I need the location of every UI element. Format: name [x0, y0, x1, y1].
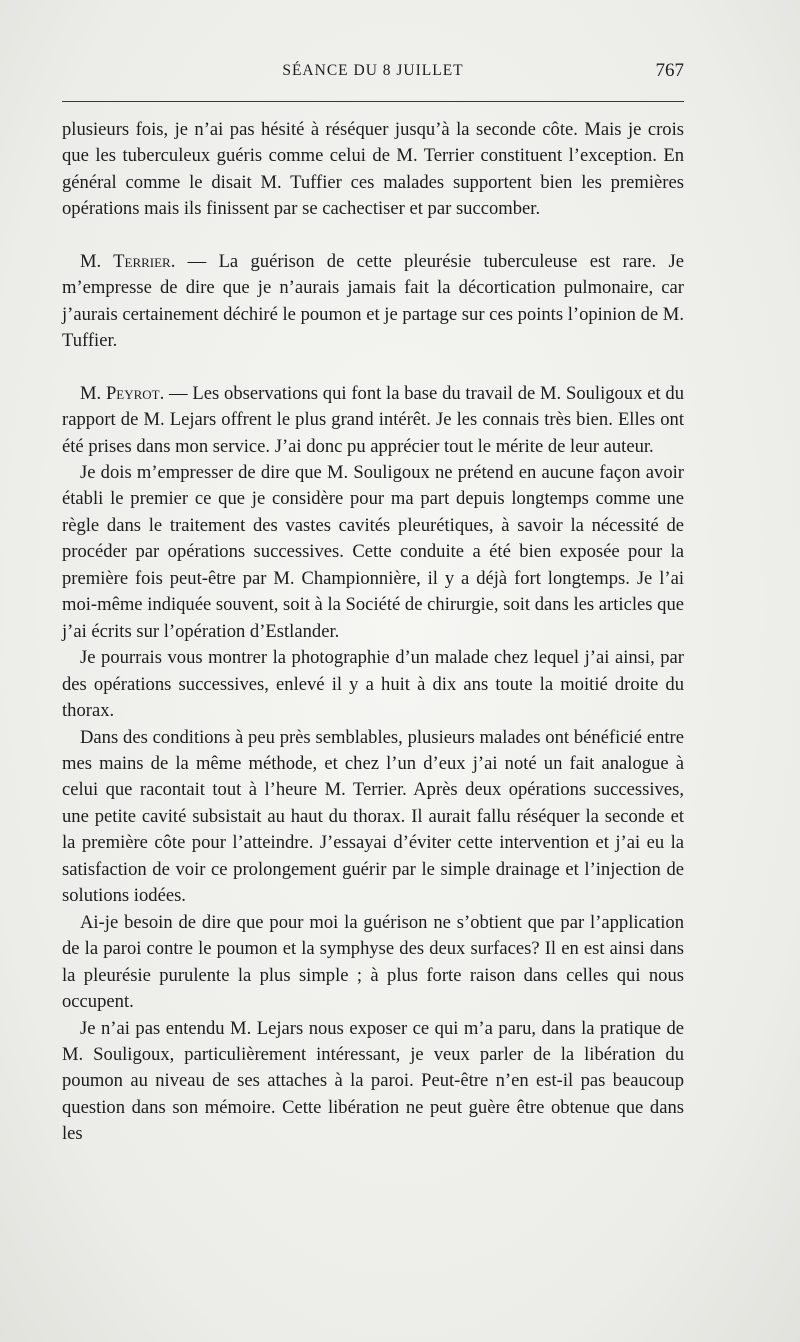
paragraph: [62, 910, 684, 1016]
paragraph-text: — Les observations qui font la base du travail de M. Souligoux et du rapport de M. Lejars offrent le plus grand intérêt. Je les connais très bien. Elles ont été prises dans mon service. J’ai donc pu apprécier tout le mérite de leur auteur.: [62, 382, 684, 457]
paragraph: [62, 1016, 684, 1148]
paragraph-text: Je dois m’empresser de dire que M. Souligoux ne prétend en aucune façon avoir établi le premier ce que je considère pour ma part depuis longtemps comme une règle dans le traitement des vastes cavités pleurétiques, à savoir la nécessité de procéder par opérations successives. Cette conduite a été bien exposée pour la première fois peut-être par M. Championnière, il y a déjà fort longtemps. Je l’ai moi-même indiquée souvent, soit à la Société de chirurgie, soit dans les articles que j’ai écrits sur l’opération d’Estlander.: [62, 461, 684, 642]
page-header: [62, 60, 684, 88]
paragraph-text: plusieurs fois, je n’ai pas hésité à réséquer jusqu’à la seconde côte. Mais je crois que les tuberculeux guéris comme celui de M. Terrier constituent l’exception. En général comme le disait M. Tuffier ces malades supportent bien les premières opérations mais ils finissent par se cachectiser et par succomber.: [62, 119, 684, 220]
paragraph-continuation: [62, 117, 684, 223]
paragraph-peyrot: [62, 381, 684, 460]
speaker-name: M. Terrier.: [80, 250, 176, 272]
paragraph-text: Dans des conditions à peu près semblables, plusieurs malades ont bénéficié entre mes mains de la même méthode, et chez l’un d’eux j’ai noté un fait analogue à celui que racontait tout à l’heure M. Terrier. Après deux opérations successives, une petite cavité subsistait au haut du thorax. Il aurait fallu réséquer la seconde et la première côte pour l’atteindre. J’essayai d’éviter cette intervention et j’ai eu la satisfaction de voir ce prolongement guérir par le simple drainage et l’injection de solutions iodées.: [62, 726, 684, 907]
paragraph-terrier: [62, 249, 684, 355]
speaker-name: M. Peyrot.: [80, 382, 165, 404]
body-text: [62, 117, 684, 1148]
paragraph: [62, 725, 684, 910]
paragraph: [62, 645, 684, 724]
running-title: SÉANCE DU 8 JUILLET: [282, 62, 464, 79]
paragraph-text: Je pourrais vous montrer la photographie d’un malade chez lequel j’ai ainsi, par des opérations successives, enlevé il y a huit à dix ans toute la moitié droite du thorax.: [62, 647, 684, 722]
paragraph-text: Ai-je besoin de dire que pour moi la guérison ne s’obtient que par l’application de la paroi contre le poumon et la symphyse des deux surfaces? Il en est ainsi dans la pleurésie purulente la plus simple ; à plus forte raison dans celles qui nous occupent.: [62, 911, 684, 1013]
paragraph-text: Je n’ai pas entendu M. Lejars nous exposer ce qui m’a paru, dans la pratique de M. Souligoux, particulièrement intéressant, je veux parler de la libération du poumon au niveau de ses attaches à la paroi. Peut-être n’en est-il pas beaucoup question dans son mémoire. Cette libération ne peut guère être obtenue que dans les: [62, 1017, 684, 1145]
page-number: 767: [655, 60, 684, 81]
paragraph-text: — La guérison de cette pleurésie tuberculeuse est rare. Je m’empresse de dire que je n’aurais jamais fait la décortication pulmonaire, car j’aurais certainement déchiré le poumon et je partage sur ces points l’opinion de M. Tuffier.: [62, 250, 684, 352]
paragraph: [62, 460, 684, 645]
header-rule: [62, 101, 684, 102]
